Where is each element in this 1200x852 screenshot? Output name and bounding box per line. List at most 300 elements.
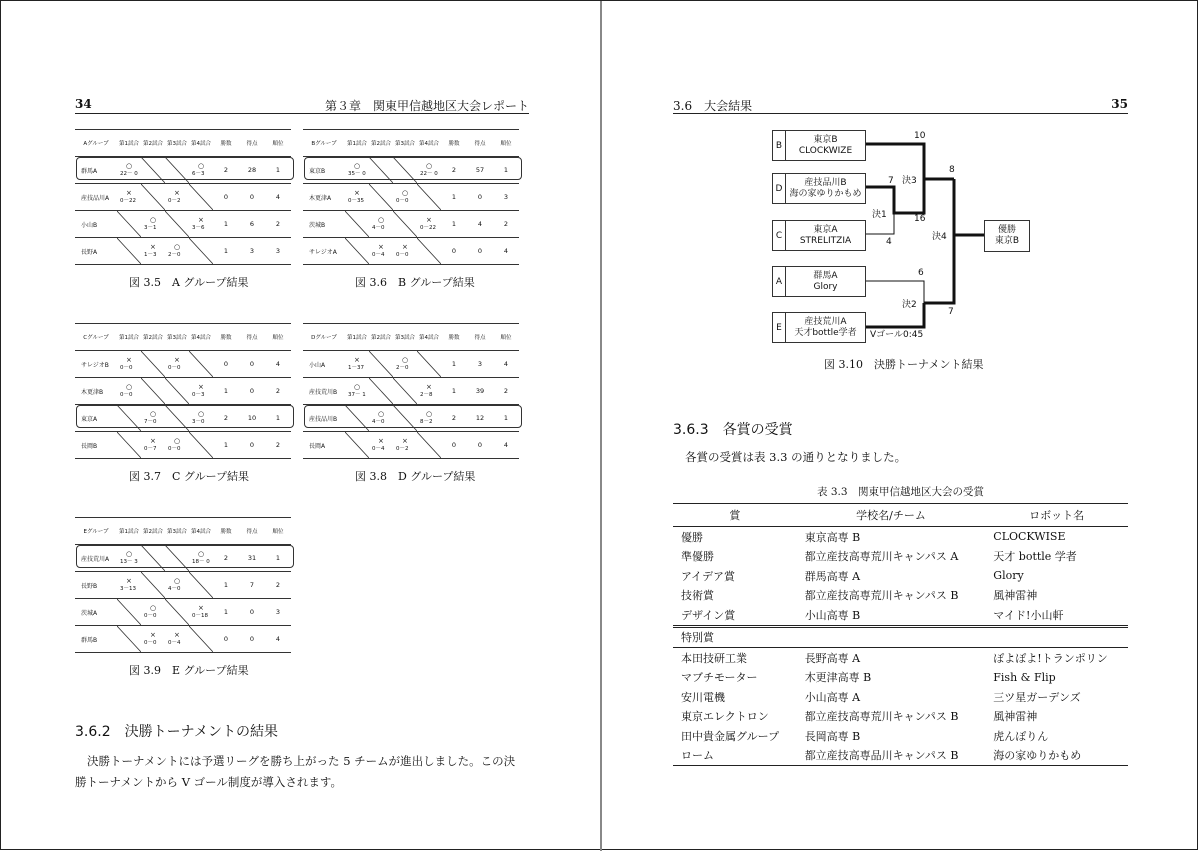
- match-cell: [345, 238, 369, 265]
- group-header-cell: 第1試合: [117, 130, 141, 157]
- team-name: 群馬A: [813, 270, 838, 281]
- match-score: 0－4: [372, 252, 385, 258]
- team-key: C: [773, 221, 786, 250]
- team-key: E: [773, 313, 786, 342]
- match-mark: ○: [126, 162, 133, 170]
- group-wins: 1: [213, 572, 239, 599]
- match-cell: [165, 432, 189, 459]
- section-title-3-6-3: 3.6.3 各賞の受賞: [673, 422, 793, 438]
- match-score: 0－7: [144, 446, 157, 452]
- bracket-lines: [602, 1, 1199, 361]
- award-cell: 準優勝: [681, 550, 714, 564]
- match-score: 22－ 0: [120, 171, 138, 177]
- match-mark: ×: [426, 216, 432, 224]
- group-row: [75, 432, 291, 459]
- group-row: [75, 157, 291, 184]
- match-cell: [189, 626, 213, 653]
- group-pts: 39: [467, 378, 493, 405]
- match-cell: [165, 405, 189, 432]
- match-label: 決2: [902, 300, 917, 310]
- match-score: 2－8: [420, 392, 433, 398]
- bracket-winner: [984, 220, 1030, 252]
- award-cell: 群馬高専 A: [804, 569, 861, 583]
- team-name: 長岡B: [75, 432, 117, 459]
- group-header-cell: 順位: [265, 518, 291, 545]
- group-header-cell: 順位: [265, 324, 291, 351]
- award-cell: マブチモーター: [681, 671, 758, 685]
- team-name: 産技品川B: [804, 177, 847, 188]
- group-wins: 1: [213, 599, 239, 626]
- team-name: 東京B: [303, 157, 345, 184]
- team-name: 東京A: [75, 405, 117, 432]
- match-score: 6－3: [192, 171, 205, 177]
- match-mark: ○: [378, 216, 385, 224]
- group-pts: 28: [239, 157, 265, 184]
- group-pts: 0: [467, 184, 493, 211]
- right-page: [602, 1, 1199, 851]
- match-cell: [117, 378, 141, 405]
- group-row: [303, 405, 519, 432]
- award-header-cell: 学校名/チーム: [856, 509, 926, 522]
- match-cell: [141, 626, 165, 653]
- paragraph-line-2: 勝トーナメントから V ゴール制度が導入されます。: [75, 775, 343, 789]
- match-cell: [165, 184, 189, 211]
- match-score: 3－6: [192, 225, 205, 231]
- team-name: 長岡A: [303, 432, 345, 459]
- match-cell: [117, 432, 141, 459]
- match-label: 決3: [902, 176, 917, 186]
- match-score: 0－18: [192, 613, 208, 619]
- award-cell: アイデア賞: [681, 569, 736, 583]
- match-cell: [141, 351, 165, 378]
- group-table: [303, 129, 519, 265]
- group-rank: 4: [493, 432, 519, 459]
- award-row: [673, 668, 1128, 688]
- group-rank: 4: [493, 351, 519, 378]
- match-score: 0－35: [348, 198, 364, 204]
- group-rank: 4: [265, 626, 291, 653]
- group-header-cell: 第1試合: [117, 518, 141, 545]
- match-cell: [369, 351, 393, 378]
- match-cell: [141, 211, 165, 238]
- match-cell: [189, 351, 213, 378]
- team-key: D: [773, 174, 786, 203]
- group-header-cell: 勝数: [213, 324, 239, 351]
- score-label: 7: [888, 176, 894, 186]
- match-score: 0－0: [168, 446, 181, 452]
- match-cell: [189, 157, 213, 184]
- group-header-cell: 得点: [467, 130, 493, 157]
- team-name: 東京A: [813, 224, 838, 235]
- group-pts: 0: [467, 238, 493, 265]
- group-header-cell: 第4試合: [417, 324, 441, 351]
- award-cell: 三ツ星ガーデンズ: [993, 690, 1081, 704]
- award-cell: CLOCKWISE: [993, 530, 1066, 544]
- match-cell: [141, 378, 165, 405]
- match-cell: [117, 211, 141, 238]
- match-mark: ×: [354, 356, 360, 364]
- group-row: [75, 351, 291, 378]
- match-cell: [189, 184, 213, 211]
- match-cell: [165, 157, 189, 184]
- match-score: 0－3: [192, 392, 205, 398]
- figure-caption: 図 3.8 D グループ結果: [355, 470, 476, 483]
- group-header-cell: 勝数: [441, 324, 467, 351]
- robot-name: CLOCKWIZE: [798, 145, 853, 156]
- match-mark: ○: [426, 410, 433, 418]
- match-cell: [393, 378, 417, 405]
- match-score: 0－4: [168, 640, 181, 646]
- table-caption: 表 3.3 関東甲信越地区大会の受賞: [817, 486, 985, 498]
- group-header-cell: Bグループ: [303, 130, 345, 157]
- match-cell: [369, 211, 393, 238]
- match-cell: [117, 599, 141, 626]
- group-row: [303, 378, 519, 405]
- group-row: [303, 157, 519, 184]
- match-mark: ×: [354, 189, 360, 197]
- group-wins: 1: [441, 351, 467, 378]
- award-cell: 小山高専 B: [804, 608, 861, 622]
- group-pts: 57: [467, 157, 493, 184]
- group-header-cell: 第2試合: [141, 518, 165, 545]
- match-cell: [141, 238, 165, 265]
- match-mark: ○: [198, 162, 205, 170]
- group-wins: 0: [441, 432, 467, 459]
- bracket-team-a: [772, 266, 866, 297]
- group-header-cell: 第3試合: [393, 130, 417, 157]
- match-score: 0－2: [168, 198, 181, 204]
- award-cell: 本田技研工業: [681, 651, 747, 665]
- award-cell: 風神雷神: [993, 710, 1038, 724]
- award-row: [673, 648, 1128, 668]
- awards-intro: 各賞の受賞は表 3.3 の通りとなりました。: [685, 450, 907, 464]
- group-row: [75, 599, 291, 626]
- match-mark: ×: [174, 631, 180, 639]
- match-cell: [345, 432, 369, 459]
- bracket-team-d: [772, 173, 866, 204]
- group-header-cell: 第3試合: [165, 324, 189, 351]
- match-mark: ×: [126, 356, 132, 364]
- group-pts: 10: [239, 405, 265, 432]
- group-pts: 3: [467, 351, 493, 378]
- group-pts: 3: [239, 238, 265, 265]
- match-cell: [417, 211, 441, 238]
- score-label: 10: [914, 131, 926, 141]
- group-header-cell: 順位: [265, 130, 291, 157]
- match-cell: [117, 157, 141, 184]
- match-score: 2－0: [168, 252, 181, 258]
- group-rank: 3: [265, 238, 291, 265]
- group-header-cell: 順位: [493, 130, 519, 157]
- award-cell: 天才 bottle 学者: [993, 550, 1077, 564]
- team-name: サレジオA: [303, 238, 345, 265]
- match-score: 0－0: [120, 365, 133, 371]
- award-cell: 都立産技高専荒川キャンパス B: [804, 589, 959, 603]
- match-cell: [417, 378, 441, 405]
- match-cell: [393, 405, 417, 432]
- match-cell: [369, 184, 393, 211]
- match-score: 0－2: [396, 446, 409, 452]
- match-label: 決4: [932, 232, 947, 242]
- match-mark: ○: [126, 383, 133, 391]
- group-pts: 31: [239, 545, 265, 572]
- match-cell: [165, 351, 189, 378]
- award-cell: 小山高専 A: [804, 690, 861, 704]
- match-score: 1－3: [144, 252, 157, 258]
- figure-caption: 図 3.5 A グループ結果: [129, 276, 249, 289]
- match-cell: [165, 211, 189, 238]
- match-score: 0－22: [120, 198, 136, 204]
- match-score: 3－13: [120, 586, 136, 592]
- team-name: 茨城B: [303, 211, 345, 238]
- award-cell: 都立産技高専荒川キャンパス A: [804, 550, 959, 564]
- score-label: 8: [949, 165, 955, 175]
- award-row: [673, 746, 1128, 766]
- award-cell: ぽよぽよ!トランポリン: [993, 651, 1108, 665]
- group-pts: 4: [467, 211, 493, 238]
- team-key: B: [773, 131, 786, 160]
- group-wins: 1: [441, 184, 467, 211]
- award-cell: 安川電機: [681, 690, 725, 704]
- match-mark: ○: [354, 162, 361, 170]
- match-cell: [189, 405, 213, 432]
- award-row: [673, 566, 1128, 586]
- robot-name: Glory: [813, 281, 838, 292]
- match-mark: ○: [150, 410, 157, 418]
- award-cell: 技術賞: [681, 589, 714, 603]
- group-header-cell: 第2試合: [141, 324, 165, 351]
- match-mark: ×: [378, 437, 384, 445]
- match-score: 35－ 0: [348, 171, 366, 177]
- match-mark: ×: [198, 604, 204, 612]
- group-row: [303, 211, 519, 238]
- match-cell: [369, 238, 393, 265]
- group-row: [75, 545, 291, 572]
- page-number-right: 35: [1111, 97, 1128, 111]
- match-cell: [417, 157, 441, 184]
- group-pts: 0: [239, 378, 265, 405]
- page-number-left: 34: [75, 97, 92, 111]
- group-pts: 7: [239, 572, 265, 599]
- match-cell: [189, 211, 213, 238]
- group-table: [75, 129, 291, 265]
- score-label: 6: [918, 268, 924, 278]
- group-wins: 2: [441, 405, 467, 432]
- match-cell: [117, 238, 141, 265]
- group-header-cell: 得点: [467, 324, 493, 351]
- match-mark: ×: [402, 437, 408, 445]
- group-rank: 1: [265, 545, 291, 572]
- group-table: [75, 323, 291, 459]
- group-row: [75, 184, 291, 211]
- group-rank: 4: [265, 184, 291, 211]
- match-mark: ○: [402, 189, 409, 197]
- match-score: 2－0: [396, 365, 409, 371]
- group-header-cell: 第2試合: [369, 130, 393, 157]
- match-cell: [189, 545, 213, 572]
- award-header-row: [673, 504, 1128, 527]
- team-name: 小山A: [303, 351, 345, 378]
- team-key: A: [773, 267, 786, 296]
- group-pts: 0: [467, 432, 493, 459]
- group-header-cell: 第1試合: [117, 324, 141, 351]
- award-cell: 長野高専 A: [804, 651, 861, 665]
- match-mark: ○: [198, 550, 205, 558]
- match-score: 0－0: [168, 365, 181, 371]
- match-score: 8－2: [420, 419, 433, 425]
- award-cell: 風神雷神: [993, 589, 1038, 603]
- group-header-cell: 第3試合: [165, 518, 189, 545]
- match-cell: [189, 599, 213, 626]
- team-name: 茨城A: [75, 599, 117, 626]
- group-header-cell: 第4試合: [189, 130, 213, 157]
- group-header-cell: Cグループ: [75, 324, 117, 351]
- winner-label: 優勝: [997, 225, 1016, 235]
- group-header-cell: 勝数: [441, 130, 467, 157]
- group-wins: 2: [213, 545, 239, 572]
- match-mark: ×: [174, 356, 180, 364]
- figure-caption: 図 3.6 B グループ結果: [355, 276, 475, 289]
- match-score: 4－0: [168, 586, 181, 592]
- group-header-cell: 第2試合: [369, 324, 393, 351]
- match-score: 0－0: [120, 392, 133, 398]
- match-mark: ×: [198, 383, 204, 391]
- match-cell: [165, 545, 189, 572]
- match-score: 0－0: [396, 252, 409, 258]
- group-rank: 4: [493, 238, 519, 265]
- match-score: 18－ 0: [192, 559, 210, 565]
- team-name: 産技品川B: [303, 405, 345, 432]
- match-score: 7－0: [144, 419, 157, 425]
- award-row: [673, 605, 1128, 626]
- match-score: 4－0: [372, 419, 385, 425]
- match-cell: [417, 405, 441, 432]
- group-row: [75, 626, 291, 653]
- group-header-cell: 第1試合: [345, 130, 369, 157]
- match-mark: ○: [426, 162, 433, 170]
- group-wins: 1: [213, 432, 239, 459]
- group-wins: 1: [213, 238, 239, 265]
- match-mark: ×: [150, 437, 156, 445]
- score-label: 7: [948, 307, 954, 317]
- group-rank: 2: [493, 378, 519, 405]
- header-rule: [75, 113, 529, 114]
- group-row: [75, 405, 291, 432]
- match-cell: [117, 184, 141, 211]
- match-cell: [345, 351, 369, 378]
- match-cell: [189, 432, 213, 459]
- match-cell: [393, 351, 417, 378]
- match-score: 0－0: [396, 198, 409, 204]
- team-name: 産技荒川A: [75, 545, 117, 572]
- match-cell: [393, 211, 417, 238]
- match-mark: ×: [150, 243, 156, 251]
- award-cell: 長岡高専 B: [804, 729, 861, 743]
- match-cell: [141, 184, 165, 211]
- match-mark: ○: [126, 550, 133, 558]
- match-score: 0－0: [144, 640, 157, 646]
- group-row: [303, 184, 519, 211]
- match-cell: [417, 351, 441, 378]
- robot-name: STRELITZIA: [799, 235, 852, 246]
- team-name: サレジオB: [75, 351, 117, 378]
- match-cell: [117, 572, 141, 599]
- group-wins: 1: [213, 211, 239, 238]
- award-row: [673, 527, 1128, 547]
- group-pts: 0: [239, 626, 265, 653]
- group-pts: 0: [239, 351, 265, 378]
- group-header-cell: 順位: [493, 324, 519, 351]
- match-cell: [165, 626, 189, 653]
- match-cell: [141, 432, 165, 459]
- group-wins: 0: [441, 238, 467, 265]
- match-label: 決1: [872, 210, 887, 220]
- match-cell: [141, 545, 165, 572]
- group-pts: 12: [467, 405, 493, 432]
- award-cell: 東京エレクトロン: [681, 710, 769, 724]
- match-cell: [165, 238, 189, 265]
- group-header-cell: 勝数: [213, 130, 239, 157]
- match-cell: [165, 378, 189, 405]
- robot-name: 海の家ゆりかもめ: [789, 188, 862, 199]
- match-mark: ○: [378, 410, 385, 418]
- group-rank: 3: [265, 599, 291, 626]
- group-wins: 1: [441, 378, 467, 405]
- award-cell: 虎んぽりん: [993, 729, 1049, 743]
- left-page: [1, 1, 600, 851]
- bracket-team-c: [772, 220, 866, 251]
- match-cell: [369, 405, 393, 432]
- award-cell: 海の家ゆりかもめ: [993, 749, 1082, 763]
- match-cell: [345, 157, 369, 184]
- group-header-cell: 勝数: [213, 518, 239, 545]
- group-row: [75, 572, 291, 599]
- match-mark: ○: [354, 383, 361, 391]
- team-name: 長野B: [75, 572, 117, 599]
- match-mark: ○: [198, 410, 205, 418]
- team-name: 木更津A: [303, 184, 345, 211]
- group-header-cell: 得点: [239, 130, 265, 157]
- team-name: 産技品川A: [75, 184, 117, 211]
- match-cell: [345, 378, 369, 405]
- award-cell: Fish & Flip: [993, 670, 1056, 684]
- match-cell: [393, 432, 417, 459]
- award-cell: 優勝: [681, 530, 703, 544]
- award-cell: 木更津高専 B: [804, 671, 872, 685]
- match-cell: [189, 378, 213, 405]
- match-cell: [393, 184, 417, 211]
- group-rank: 2: [493, 211, 519, 238]
- award-cell: 東京高専 B: [804, 530, 861, 544]
- group-header-cell: 第3試合: [393, 324, 417, 351]
- match-score: 3－1: [144, 225, 157, 231]
- match-score: 0－22: [420, 225, 436, 231]
- team-name: 東京B: [813, 134, 838, 145]
- award-cell: ローム: [681, 749, 714, 763]
- awards-table: [673, 503, 1128, 766]
- match-score: 4－0: [372, 225, 385, 231]
- match-mark: ×: [426, 383, 432, 391]
- figure-caption: 図 3.7 C グループ結果: [129, 470, 250, 483]
- match-score: 0－0: [144, 613, 157, 619]
- robot-name: 天才bottle学者: [794, 327, 857, 338]
- match-cell: [393, 238, 417, 265]
- vgoal-label: Vゴール0:45: [870, 330, 924, 340]
- match-cell: [141, 405, 165, 432]
- group-wins: 1: [213, 378, 239, 405]
- group-rank: 1: [265, 157, 291, 184]
- group-header-cell: 得点: [239, 324, 265, 351]
